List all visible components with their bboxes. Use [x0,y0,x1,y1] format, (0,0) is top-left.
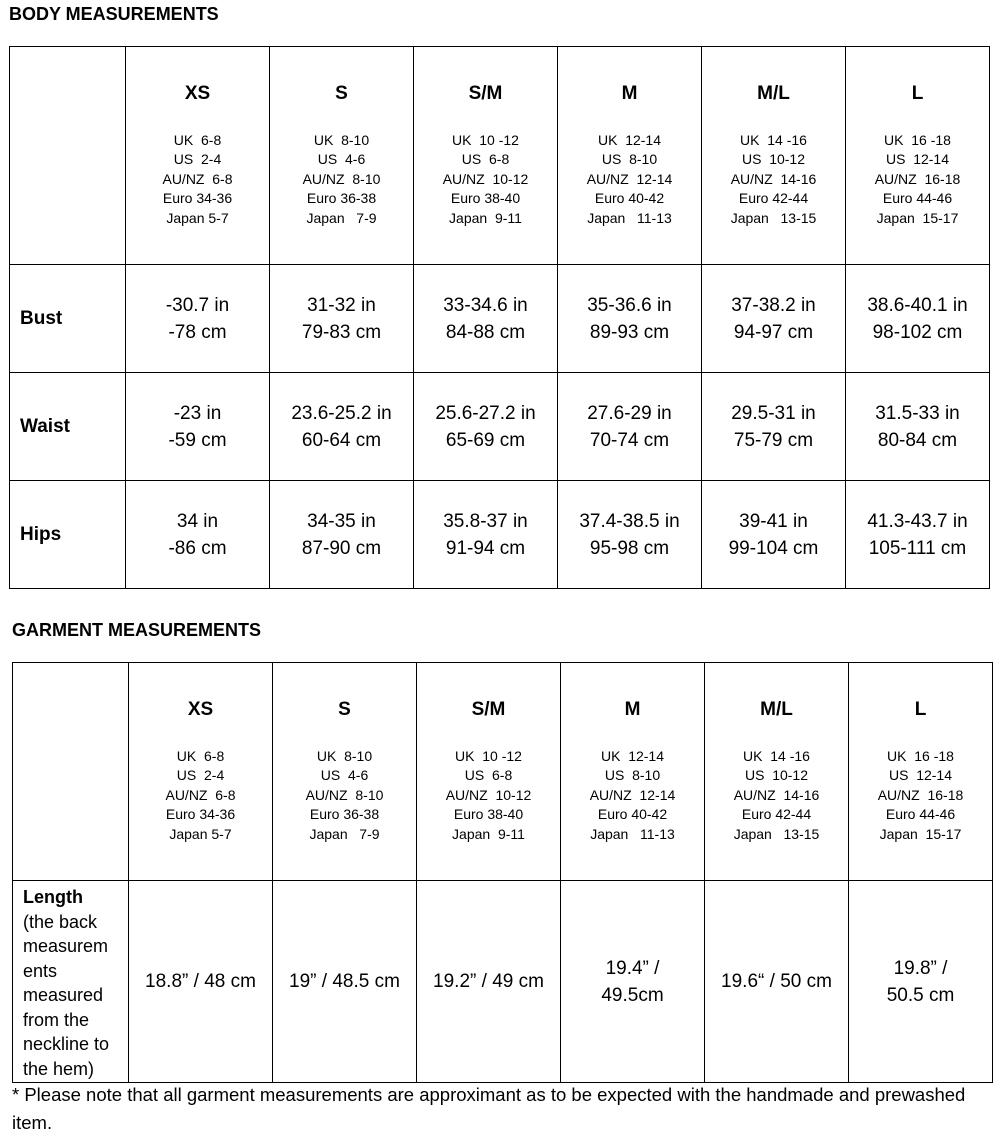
cm-value: -78 cm [168,321,227,343]
measurement-cell [414,481,558,589]
measurement-cell [414,373,558,481]
length-value-cell [849,881,993,1083]
row-label-hips: Hips [10,481,126,589]
inches-value: 41.3-43.7 in [867,510,968,532]
conversion-euro: Euro 42-44 [741,806,812,823]
measurement-cell [846,481,990,589]
cm-value: 94-97 cm [733,321,814,343]
length-description-line: from the [23,1009,90,1030]
length-value-line-2: 50.5 cm [886,984,955,1006]
measurement-cell [558,481,702,589]
conversion-au-nz: AU/NZ 10-12 [442,170,529,187]
measurement-cell [846,265,990,373]
conversion-au-nz: AU/NZ 16-18 [877,786,964,803]
size-name: L [911,82,924,104]
conversion-us: US 8-10 [601,151,658,168]
size-conversions [414,131,557,229]
size-header-cell [417,663,561,881]
measurement-cell [126,481,270,589]
body-measurements-table [9,46,990,589]
conversion-au-nz: AU/NZ 6-8 [165,786,236,803]
conversion-uk: UK 6-8 [176,747,225,764]
conversion-japan: Japan 13-15 [730,209,817,226]
size-conversions [705,747,848,845]
inches-value: 37-38.2 in [731,294,816,316]
measurement-cell [558,373,702,481]
hips-row [10,481,990,589]
conversion-euro: Euro 36-38 [306,190,377,207]
inches-value: 38.6-40.1 in [867,294,968,316]
row-label-length [13,881,129,1083]
size-conversions [849,747,992,845]
cm-value: 84-88 cm [445,321,526,343]
conversion-us: US 12-14 [885,151,950,168]
inches-value: -30.7 in [165,294,230,316]
conversion-japan: Japan 9-11 [449,209,522,226]
conversion-euro: Euro 34-36 [165,806,236,823]
inches-value: 29.5-31 in [731,402,816,424]
body-measurements-title: BODY MEASUREMENTS [9,4,219,24]
measurement-cell [702,265,846,373]
conversion-uk: UK 12-14 [597,131,662,148]
measurement-cell [702,481,846,589]
conversion-uk: UK 6-8 [173,131,222,148]
garment-measurements-title: GARMENT MEASUREMENTS [12,620,262,640]
inches-value: 25.6-27.2 in [435,402,536,424]
size-header-cell [846,47,990,265]
cm-value: 60-64 cm [301,429,382,451]
size-name: M [624,698,641,720]
cm-value: 70-74 cm [589,429,670,451]
cm-value: 75-79 cm [733,429,814,451]
conversion-japan: Japan 9-11 [452,825,525,842]
bust-row [10,265,990,373]
cm-value: 95-98 cm [589,537,670,559]
size-header-row [13,663,993,881]
conversion-us: US 10-12 [741,151,806,168]
size-header-cell [270,47,414,265]
size-conversions [558,131,701,229]
conversion-uk: UK 14 -16 [743,747,810,764]
cm-value: 99-104 cm [728,537,819,559]
row-label-bust: Bust [10,265,126,373]
length-title: Length [23,887,83,907]
size-header-cell [561,663,705,881]
conversion-us: US 6-8 [464,767,513,784]
cm-value: 79-83 cm [301,321,382,343]
length-value: 19.8” / [893,957,948,979]
conversion-euro: Euro 44-46 [885,806,956,823]
conversion-uk: UK 8-10 [313,131,370,148]
size-header-cell [126,47,270,265]
conversion-us: US 2-4 [173,151,222,168]
length-description-line: neckline to [23,1034,110,1054]
size-conversions [126,131,269,229]
inches-value: 27.6-29 in [587,402,672,424]
length-description-line: measurem [23,936,109,956]
inches-value: 23.6-25.2 in [291,402,392,424]
inches-value: 34 in [176,510,219,532]
conversion-uk: UK 16 -18 [884,131,951,148]
conversion-au-nz: AU/NZ 10-12 [445,786,532,803]
conversion-japan: Japan 5-7 [169,825,232,842]
conversion-japan: Japan 11-13 [587,209,672,226]
conversion-japan: Japan 13-15 [733,825,820,842]
size-conversions [561,747,704,845]
conversion-uk: UK 8-10 [316,747,373,764]
size-header-cell [705,663,849,881]
size-name: M/L [757,82,790,104]
length-value: 18.8” / 48 cm [145,971,256,992]
conversion-au-nz: AU/NZ 8-10 [305,786,384,803]
size-name: M [621,82,638,104]
length-value-cell [705,881,849,1083]
inches-value: 35.8-37 in [443,510,528,532]
row-label-waist: Waist [10,373,126,481]
conversion-us: US 12-14 [888,767,953,784]
cm-value: 65-69 cm [445,429,526,451]
conversion-au-nz: AU/NZ 12-14 [586,170,673,187]
conversion-au-nz: AU/NZ 14-16 [730,170,817,187]
inches-value: -23 in [173,402,222,424]
length-row [13,881,993,1083]
conversion-euro: Euro 36-38 [309,806,380,823]
size-name: S [335,82,348,104]
conversion-us: US 6-8 [461,151,510,168]
conversion-japan: Japan 15-17 [876,209,959,226]
cm-value: -86 cm [168,537,227,559]
measurement-cell [270,373,414,481]
size-header-cell [558,47,702,265]
inches-value: 33-34.6 in [443,294,528,316]
conversion-uk: UK 16 -18 [887,747,954,764]
length-description-line: measured [23,985,104,1005]
conversion-japan: Japan 11-13 [590,825,675,842]
cm-value: 80-84 cm [877,429,958,451]
measurement-cell [270,265,414,373]
size-header-cell [702,47,846,265]
conversion-us: US 10-12 [744,767,809,784]
size-conversions [270,131,413,229]
conversion-euro: Euro 34-36 [162,190,233,207]
measurement-cell [702,373,846,481]
length-value-cell [417,881,561,1083]
conversion-japan: Japan 15-17 [879,825,962,842]
length-value-cell [273,881,417,1083]
corner-cell [10,47,126,265]
size-header-cell [414,47,558,265]
conversion-euro: Euro 38-40 [450,190,521,207]
cm-value: 91-94 cm [445,537,526,559]
conversion-au-nz: AU/NZ 16-18 [874,170,961,187]
corner-cell [13,663,129,881]
inches-value: 34-35 in [307,510,376,532]
measurement-footnote: * Please note that all garment measurements are approximant as to be expected with the handmade and prewashed item. [12,1084,966,1133]
conversion-euro: Euro 40-42 [594,190,665,207]
measurement-cell [270,481,414,589]
inches-value: 31-32 in [307,294,376,316]
size-name: S/M [471,698,506,720]
length-value-line-2: 49.5cm [601,984,664,1006]
measurement-cell [126,265,270,373]
conversion-au-nz: AU/NZ 14-16 [733,786,820,803]
conversion-japan: Japan 7-9 [309,825,380,842]
size-header-cell [849,663,993,881]
size-conversions [702,131,845,229]
conversion-us: US 4-6 [317,151,366,168]
conversion-euro: Euro 40-42 [597,806,668,823]
conversion-au-nz: AU/NZ 8-10 [302,170,381,187]
cm-value: 98-102 cm [872,321,963,343]
conversion-uk: UK 12-14 [600,747,665,764]
length-value: 19.2” / 49 cm [433,971,544,992]
cm-value: 87-90 cm [301,537,382,559]
size-name: XS [187,698,214,720]
size-name: S/M [468,82,503,104]
length-value-cell [561,881,705,1083]
conversion-au-nz: AU/NZ 6-8 [162,170,233,187]
length-description-line: the hem) [23,1058,95,1079]
inches-value: 31.5-33 in [875,402,960,424]
size-header-cell [273,663,417,881]
conversion-euro: Euro 44-46 [882,190,953,207]
measurement-cell [414,265,558,373]
size-conversions [273,747,416,845]
conversion-japan: Japan 7-9 [306,209,377,226]
length-value-cell [129,881,273,1083]
conversion-us: US 2-4 [176,767,225,784]
conversion-us: US 8-10 [604,767,661,784]
length-description-line: (the back [23,911,98,932]
size-conversions [417,747,560,845]
cm-value: 105-111 cm [868,537,967,559]
size-conversions [846,131,989,229]
size-header-row [10,47,990,265]
inches-value: 39-41 in [739,510,808,532]
conversion-uk: UK 10 -12 [452,131,519,148]
length-value: 19.4” / [605,957,660,979]
conversion-uk: UK 10 -12 [455,747,522,764]
size-name: XS [184,82,211,104]
conversion-uk: UK 14 -16 [740,131,807,148]
length-value: 19.6“ / 50 cm [721,971,832,992]
length-value: 19” / 48.5 cm [289,971,400,992]
size-conversions [129,747,272,845]
conversion-euro: Euro 38-40 [453,806,524,823]
inches-value: 37.4-38.5 in [579,510,680,532]
conversion-au-nz: AU/NZ 12-14 [589,786,676,803]
conversion-japan: Japan 5-7 [166,209,229,226]
conversion-euro: Euro 42-44 [738,190,809,207]
cm-value: -59 cm [168,429,227,451]
size-header-cell [129,663,273,881]
conversion-us: US 4-6 [320,767,369,784]
measurement-cell [846,373,990,481]
garment-measurements-table [12,662,993,1083]
size-name: M/L [760,698,793,720]
length-description-line: ents [23,960,58,981]
cm-value: 89-93 cm [589,321,670,343]
measurement-cell [126,373,270,481]
inches-value: 35-36.6 in [587,294,672,316]
size-name: S [338,698,351,720]
size-name: L [914,698,927,720]
waist-row [10,373,990,481]
measurement-cell [558,265,702,373]
